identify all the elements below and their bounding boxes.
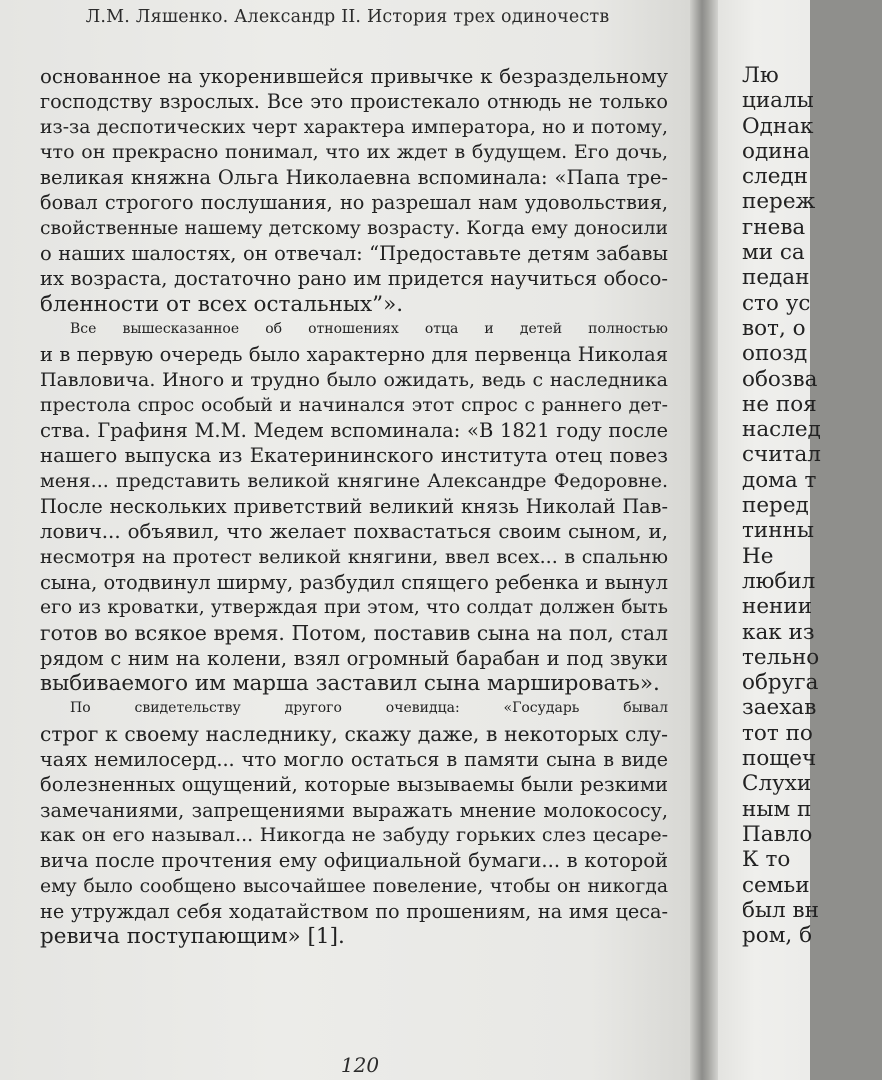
text-line: о наших шалостях, он отвечал: “Предоставьте детям забавы [40,242,668,266]
text-line: Однак [742,113,814,139]
text-line: считал [742,442,821,468]
text-line: ром, б [742,923,813,949]
text-line: выбиваемого им марша заставил сына маршировать». [40,671,660,697]
text-line: меня... представить великой княгине Александре Федоровне. [40,469,668,492]
text-line: переж [742,189,816,215]
text-line: лович... объявил, что желает похвастаться своим сыном, и, [40,520,668,544]
text-line: чаях немилосерд... что могло остаться в памяти сына в виде [40,748,668,772]
text-line: Павловича. Иного и трудно было ожидать, ведь с наследника [40,368,668,391]
running-head: Л.М. Ляшенко. Александр II. История трех одиночеств [85,7,610,27]
text-line: К то [742,847,791,873]
text-line: и в первую очередь было характерно для первенца Николая [40,343,668,367]
text-line: нении [742,594,813,620]
text-line: тельно [742,644,820,670]
text-line: престола спрос особый и начинался этот спрос с раннего дет- [40,394,668,416]
text-line: циалы [742,88,814,114]
text-line: Не [742,543,774,569]
text-line: ным п [742,796,812,822]
text-line: их возраста, достаточно рано им придется научиться обосо- [40,267,668,291]
text-line: заехав [742,695,817,721]
text-line: дома т [742,467,817,493]
text-line: Лю [742,63,779,88]
text-line: наслед [742,417,821,443]
text-line: свойственные нашему детскому возрасту. Когда ему доносили [40,217,668,239]
text-line: опозд [742,341,808,367]
text-line: не поя [742,391,817,417]
text-line: вот, о [742,315,806,341]
text-line: ми са [742,240,805,266]
text-line: одина [742,138,810,164]
text-line: бленности от всех остальных”». [40,291,404,317]
text-line: обозва [742,366,818,392]
text-line: из-за деспотических черт характера императора, но и потому, [40,116,668,138]
text-line: великая княжна Ольга Николаевна вспоминала: «Папа тре- [40,166,668,190]
text-line: После нескольких приветствий великий князь Николай Пав- [40,495,668,519]
text-line: был вн [742,897,819,923]
text-line: основанное на укоренившейся привычке к безраздельному [40,65,668,88]
text-line: ему было сообщено высочайшее повеление, чтобы он никогда [40,875,668,897]
text-line: ревича поступающим» [1]. [40,924,345,950]
page-number: 120 [340,1053,380,1077]
text-line: следн [742,164,808,190]
text-line: замечаниями, запрещениями выражать мнение молокососу, [40,798,668,822]
text-line: господству взрослых. Все это проистекало отнюдь не только [40,90,668,114]
text-line: перед [742,493,809,519]
right-page [718,0,821,1080]
text-line: сто ус [742,290,811,316]
text-line: ства. Графиня М.М. Медем вспоминала: «В 1821 году после [40,419,668,443]
text-line: болезненных ощущений, которые вызываемы были резкими [40,773,668,797]
text-line: нашего выпуска из Екатерининского института отец повез [40,444,668,468]
text-line: строг к своему наследнику, скажу даже, в некоторых слу- [40,721,668,746]
book-gutter [690,0,720,1080]
text-line: пощеч [742,746,817,772]
text-line: обруга [742,670,819,696]
text-line: педан [742,265,810,291]
text-line: Слухи [742,771,812,797]
left-page-body-text [40,64,668,949]
text-line: семьи [742,872,810,898]
text-line: гнева [742,214,806,240]
text-line: что он прекрасно понимал, что их ждет в будущем. Его дочь, [40,140,668,163]
text-line: рядом с ним на колени, взял огромный барабан и под звуки [40,646,668,670]
text-line: любил [742,568,816,594]
text-line: тот по [742,720,813,746]
text-line: его из кроватки, утверждая при этом, что солдат должен быть [40,597,668,619]
text-line: вича после прочтения ему официальной бумаги... в которой [40,849,668,873]
text-line: Все вышесказанное об отношениях отца и детей полностью [70,320,668,337]
text-line: бовал строгого послушания, но разрешал нам удовольствия, [40,191,668,215]
text-line: как из [742,619,815,645]
text-line: сына, отодвинул ширму, разбудил спящего ребенка и вынул [40,570,668,594]
text-line: Павло [742,821,813,847]
text-line: тинны [742,518,814,544]
text-line: как он его называл... Никогда не забуду горьких слез цесаре- [40,823,668,846]
text-line: готов во всякое время. Потом, поставив сына на пол, стал [40,620,668,645]
text-line: не утруждал себя ходатайством по прошениям, на имя цеса- [40,899,668,923]
text-line: несмотря на протест великой княгини, ввел всех... в спальню [40,545,668,568]
text-line: По свидетельству другого очевидца: «Государь бывал [70,700,668,717]
right-page-body-text [742,63,882,948]
